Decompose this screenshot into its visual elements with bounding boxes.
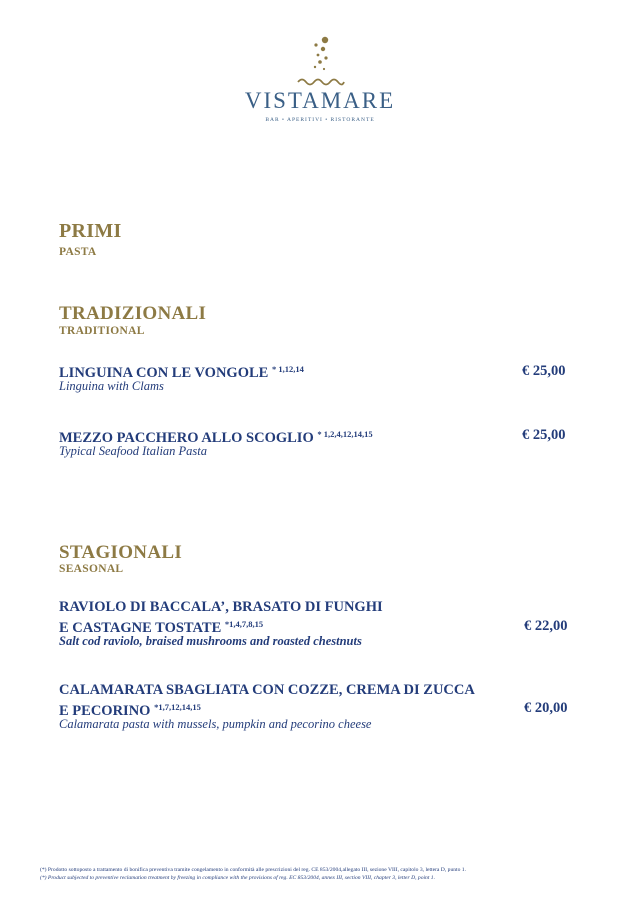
footer-note-italian: (*) Prodotto sottoposto a trattamento di bonifica preventiva tramite congelamento in conformità alle prescrizioni del reg. CE 853/2004,allegato III, sezione VIII, capitolo 3, lettera D, punto 1.	[40, 867, 466, 873]
item-name-text: MEZZO PACCHERO ALLO SCOGLIO	[59, 430, 314, 446]
item-name-text: LINGUINA CON LE VONGOLE	[59, 365, 269, 381]
item-name-text: E PECORINO	[59, 703, 151, 719]
section-title-traditional: TRADIZIONALI	[59, 303, 207, 324]
allergen-codes: * 1,12,14	[271, 364, 304, 374]
menu-item-name-line1: CALAMARATA SBAGLIATA CON COZZE, CREMA DI ZUCCA	[59, 682, 475, 698]
item-name-text: E CASTAGNE TOSTATE	[59, 620, 222, 636]
vistamare-logo-icon	[296, 34, 346, 90]
menu-item-description: Typical Seafood Italian Pasta	[59, 444, 208, 458]
allergen-codes: *1,7,12,14,15	[154, 702, 201, 712]
menu-subtitle: PASTA	[59, 246, 97, 258]
section-subtitle-seasonal: SEASONAL	[59, 563, 124, 575]
menu-item-description: Linguina with Clams	[59, 379, 164, 393]
section-subtitle-traditional: TRADITIONAL	[59, 325, 145, 337]
menu-item-description: Calamarata pasta with mussels, pumpkin and pecorino cheese	[59, 717, 372, 731]
allergen-codes: * 1,2,4,12,14,15	[317, 429, 373, 439]
menu-item-price: € 22,00	[524, 618, 568, 634]
menu-item-price: € 20,00	[524, 700, 568, 716]
menu-item-price: € 25,00	[522, 363, 566, 379]
menu-item-price: € 25,00	[522, 427, 566, 443]
menu-item-description: Salt cod raviolo, braised mushrooms and roasted chestnuts	[59, 634, 362, 648]
brand-name: VISTAMARE	[244, 88, 396, 113]
menu-title: PRIMI	[59, 220, 122, 242]
footer-note-english: (*) Product subjected to preventive reclamation treatment by freezing in compliance with the provisions of reg. EC 853/2004, annex III, section VIII, chapter 3, letter D, point 1.	[40, 875, 435, 881]
section-title-seasonal: STAGIONALI	[59, 542, 183, 563]
brand-tagline: BAR • APERITIVI • RISTORANTE	[265, 117, 375, 123]
allergen-codes: *1,4,7,8,15	[224, 619, 264, 629]
menu-item-name-line1: RAVIOLO DI BACCALA’, BRASATO DI FUNGHI	[59, 599, 383, 615]
